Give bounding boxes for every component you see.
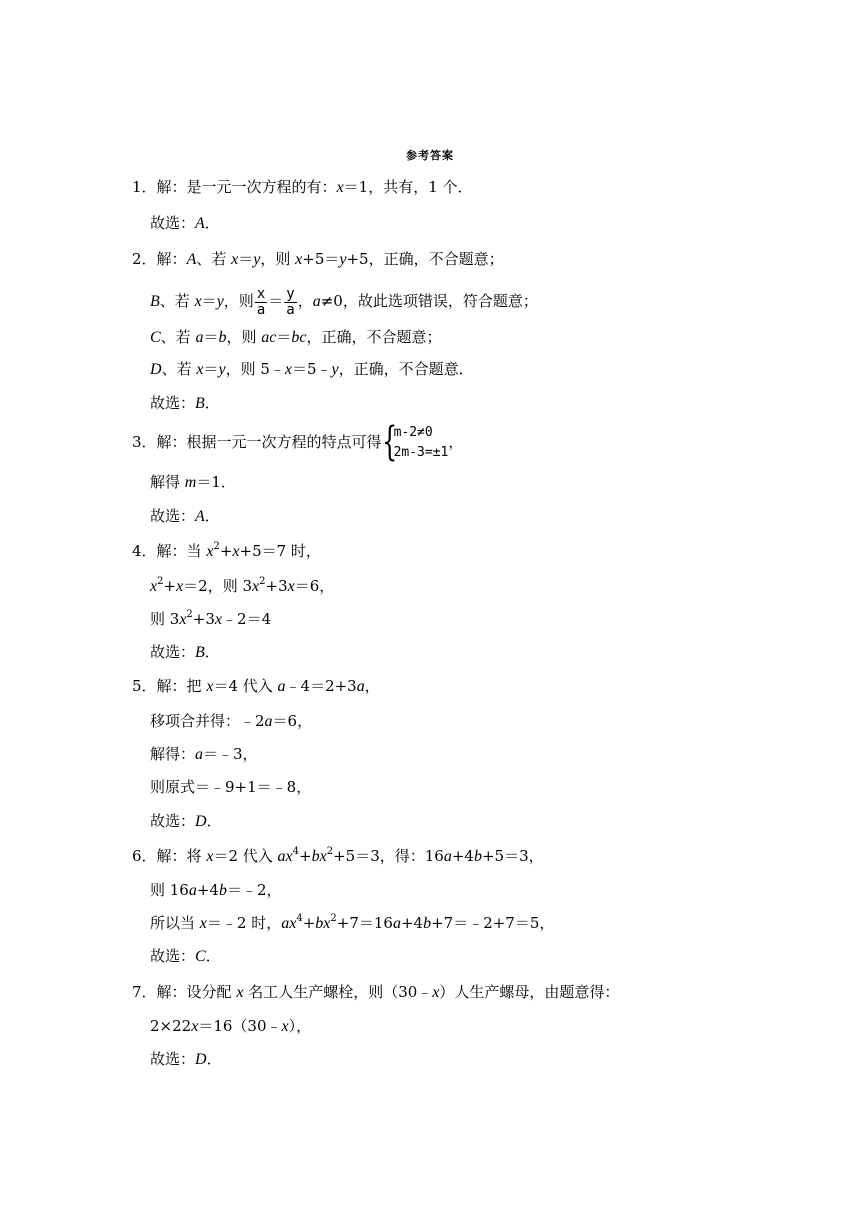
answer-5-line-2: 移项合并得：﹣2a＝6， [150,712,313,730]
answer-7-line-2: 2×22x＝16（30﹣x）， [150,1017,312,1035]
equation-system: { m-2≠0 2m-3=±1 [381,419,449,465]
answer-2-line-3: C、若 a＝b，则 ac＝bc，正确，不合题意； [150,328,442,346]
answer-6-line-3: 所以当 x＝﹣2 时，$ax^4+bx^2+7=16a+4b+7=﹣2+7=5$， [150,913,555,932]
page-title: 参考答案 [406,149,454,162]
answer-7-line-1: 7．解：设分配 x 名工人生产螺栓，则（30﹣x）人生产螺母，由题意得： [132,983,620,1001]
answer-5-line-1: 5．解：把 x＝4 代入 a﹣4＝2+3a， [132,677,380,695]
answer-5-line-3: 解得：a＝﹣3， [150,745,258,763]
answer-6-line-2: 则 16a+4b＝﹣2， [150,881,282,899]
answer-3-choice: 故选：A． [150,507,220,525]
answer-4-line-2: $x^2+x=2$，则 $3x^2+3x=6$， [150,576,335,595]
answer-5-line-4: 则原式＝﹣9+1＝﹣8， [150,778,312,796]
answer-3-line-2: 解得 m＝1． [150,473,236,491]
fraction-x-over-a: $\frac{x}{a}$ [256,285,266,318]
answer-3-line-1: 3．解：根据一元一次方程的特点可得 { m-2≠0 2m-3=±1 ， [132,419,464,465]
answer-1-choice: 故选：A． [150,214,220,232]
answer-2-line-4: D、若 x＝y，则 5﹣x＝5﹣y，正确，不合题意． [150,360,474,378]
fraction-y-over-a: $\frac{y}{a}$ [286,285,295,318]
answer-2-line-1: 2．解：A、若 x＝y，则 x+5＝y+5，正确，不合题意； [132,250,504,268]
answer-2-line-2: B、若 x＝y，则 $\frac{x}{a}$ ＝ $\frac{y}{a}$ ，a≠0，故此选项错误，符合题意； [150,285,538,318]
left-brace-icon: { [381,419,397,465]
answer-7-choice: 故选：D． [150,1050,222,1068]
answer-1-line-1: 1．解：是一元一次方程的有：x＝1，共有，1 个． [132,178,473,196]
answer-4-line-3: 则 $3x^2+3x﹣2=4$ [150,609,272,628]
answer-4-choice: 故选：B． [150,643,220,661]
answer-5-choice: 故选：D． [150,812,222,830]
answer-6-choice: 故选：C． [150,947,221,965]
answer-4-line-1: 4．解：当 $x^2+x+5=7$ 时， [132,541,321,560]
answer-2-choice: 故选：B． [150,394,220,412]
answer-6-line-1: 6．解：将 x＝2 代入 $ax^4+bx^2+5=3$，得：16a+4b+5＝3， [132,846,544,865]
